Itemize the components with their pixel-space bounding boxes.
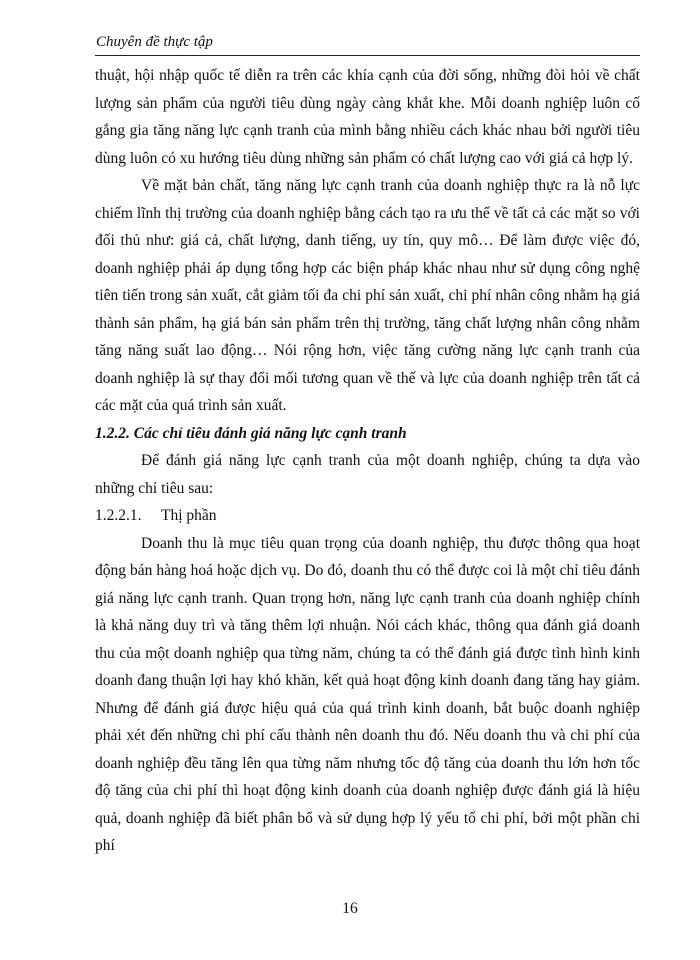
subsection-heading: [95, 502, 640, 530]
page-number: 16: [342, 900, 358, 917]
paragraph-2: Về mặt bản chất, tăng năng lực cạnh tranh của doanh nghiệp thực ra là nỗ lực chiếm lĩnh thị trường của doanh nghiệp bằng cách tạo ra ưu thế về tất cả các mặt so với đối thủ như: giá cả, chất lượng, danh tiếng, uy tín, quy mô… Để làm được việc đó, doanh nghiệp phải áp dụng tổng hợp các biện pháp khác nhau như sử dụng công nghệ tiên tiến trong sản xuất, cắt giảm tối đa chi phí sản xuất, chi phí nhân công nhằm hạ giá thành sản phẩm, hạ giá bán sản phẩm trên thị trường, tăng chất lượng nhân công nhằm tăng năng suất lao động… Nói rộng hơn, việc tăng cường năng lực cạnh tranh của doanh nghiệp là sự thay đổi mối tương quan về thế và lực của doanh nghiệp trên tất cả các mặt của quá trình sản xuất.: [95, 177, 640, 414]
paragraph-4: Doanh thu là mục tiêu quan trọng của doanh nghiệp, thu được thông qua hoạt động bán hàng hoá hoặc dịch vụ. Do đó, doanh thu có thể được coi là một chỉ tiêu đánh giá năng lực cạnh tranh. Quan trọng hơn, năng lực cạnh tranh của doanh nghiệp chính là khả năng duy trì và tăng thêm lợi nhuận. Nói cách khác, thông qua đánh giá doanh thu của một doanh nghiệp qua từng năm, chúng ta có thể đánh giá được tình hình kinh doanh đang thuận lợi hay khó khăn, kết quả hoạt động kinh doanh đang tăng hay giảm. Nhưng để đánh giá được hiệu quả của quá trình kinh doanh, bắt buộc doanh nghiệp phải xét đến những chi phí cấu thành nên doanh thu đó. Nếu doanh thu và chi phí của doanh nghiệp đều tăng lên qua từng năm nhưng tốc độ tăng của doanh thu lớn hơn tốc độ tăng của chi phí thì hoạt động kinh doanh của doanh nghiệp được đánh giá là hiệu quả, doanh nghiệp đã biết phân bổ và sử dụng hợp lý yếu tố chi phí, bởi một phần chi phí: [95, 534, 640, 854]
page-header: [95, 33, 640, 56]
paragraph-1: thuật, hội nhập quốc tế diễn ra trên các khía cạnh của đời sống, những đòi hỏi về chất lượng sản phẩm của người tiêu dùng ngày càng khắt khe. Mỗi doanh nghiệp luôn cố gắng gia tăng năng lực cạnh tranh của mình bằng nhiều cách khác nhau bởi người tiêu dùng luôn có xu hướng tiêu dùng những sản phẩm có chất lượng cao với giá cả hợp lý.: [95, 67, 640, 167]
document-body: [95, 62, 640, 860]
section-heading: 1.2.2. Các chỉ tiêu đánh giá năng lực cạnh tranh: [95, 424, 407, 442]
subsection-number: 1.2.2.1.: [95, 507, 142, 524]
subsection-title: Thị phần: [161, 507, 217, 524]
paragraph-3: Để đánh giá năng lực cạnh tranh của một doanh nghiệp, chúng ta dựa vào những chỉ tiêu sau:: [95, 452, 640, 497]
header-title: Chuyên đề thực tập: [96, 34, 213, 50]
